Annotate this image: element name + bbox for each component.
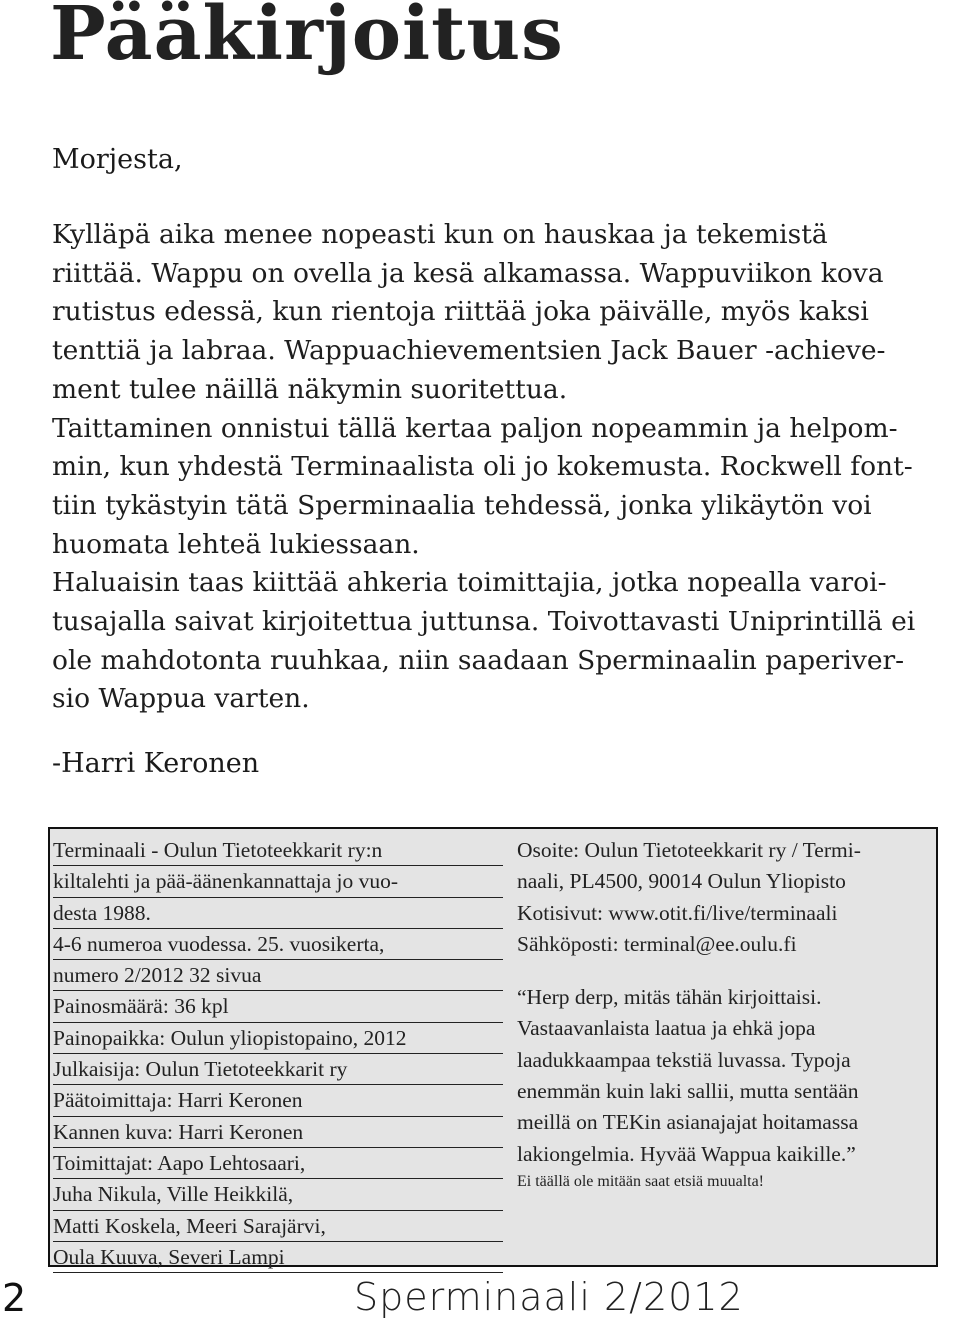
body-line: tenttiä ja labraa. Wappuachievementsien Jack Bauer -achieve- [52, 335, 886, 367]
colophon-line: kiltalehti ja pää-äänenkannattaja jo vuo- [53, 866, 503, 897]
quote-line: laadukkaampaa tekstiä luvassa. Typoja [517, 1047, 851, 1072]
colophon-line: 4-6 numeroa vuodessa. 25. vuosikerta, [53, 929, 503, 960]
footer-publication-title: Sperminaali 2/2012 [354, 1275, 744, 1319]
small-note: Ei täällä ole mitään saat etsiä muualta! [517, 1172, 765, 1190]
quote-line: lakiongelmia. Hyvää Wappua kaikille.” [517, 1141, 856, 1166]
greeting: Morjesta, [52, 144, 183, 175]
spacer [517, 960, 937, 982]
page-title: Pääkirjoitus [50, 0, 564, 77]
colophon-line: Toimittajat: Aapo Lehtosaari, [53, 1148, 503, 1179]
colophon-line: Kannen kuva: Harri Keronen [53, 1117, 503, 1148]
colophon-line: Päätoimittaja: Harri Keronen [53, 1085, 503, 1116]
colophon-line: Matti Koskela, Meeri Sarajärvi, [53, 1211, 503, 1242]
colophon-box [48, 827, 938, 1267]
colophon-right-column [517, 835, 937, 1194]
quote-line: Vastaavanlaista laatua ja ehkä jopa [517, 1016, 816, 1041]
page-number: 2 [2, 1276, 27, 1320]
colophon-line: Painopaikka: Oulun yliopistopaino, 2012 [53, 1023, 503, 1054]
body-line: Haluaisin taas kiittää ahkeria toimittajia, jotka nopealla varoi- [52, 567, 887, 599]
quote-line: meillä on TEKin asianajajat hoitamassa [517, 1110, 859, 1135]
colophon-line: numero 2/2012 32 sivua [53, 960, 503, 991]
signature: -Harri Keronen [52, 748, 260, 779]
colophon-line: Painosmäärä: 36 kpl [53, 991, 503, 1022]
body-line: rutistus edessä, kun rientoja riittää joka päivälle, myös kaksi [52, 296, 869, 328]
colophon-line: Oula Kuuva, Severi Lampi [53, 1242, 503, 1273]
body-line: huomata lehteä lukiessaan. [52, 528, 420, 560]
body-line: sio Wappua varten. [52, 683, 310, 715]
body-line: Kylläpä aika menee nopeasti kun on hauskaa ja tekemistä [52, 219, 828, 250]
body-line: riittää. Wappu on ovella ja kesä alkamassa. Wappuviikon kova [52, 257, 884, 289]
body-line: Taittaminen onnistui tällä kertaa paljon nopeammin ja helpom- [52, 412, 898, 444]
body-line: min, kun yhdestä Terminaalista oli jo kokemusta. Rockwell font- [52, 451, 913, 483]
contact-line: Kotisivut: www.otit.fi/live/terminaali [517, 900, 838, 925]
quote-line: enemmän kuin laki sallii, mutta sentään [517, 1079, 859, 1104]
colophon-line: Terminaali - Oulun Tietoteekkarit ry:n [53, 835, 503, 866]
body-line: ment tulee näillä näkymin suoritettua. [52, 373, 568, 405]
body-line: tiin tykästyin tätä Sperminaalia tehdessä, jonka ylikäytön voi [52, 489, 872, 521]
colophon-line: Juha Nikula, Ville Heikkilä, [53, 1179, 503, 1210]
contact-line: Osoite: Oulun Tietoteekkarit ry / Termi- [517, 838, 861, 862]
colophon-line: Julkaisija: Oulun Tietoteekkarit ry [53, 1054, 503, 1085]
body-line: tusajalla saivat kirjoitettua juttunsa. Toivottavasti Uniprintillä ei [52, 606, 916, 638]
quote-line: “Herp derp, mitäs tähän kirjoittaisi. [517, 985, 822, 1010]
colophon-left-column [53, 835, 503, 1273]
body-line: ole mahdotonta ruuhkaa, niin saadaan Sperminaalin paperiver- [52, 644, 905, 676]
contact-line: Sähköposti: terminal@ee.oulu.fi [517, 931, 797, 956]
colophon-line: desta 1988. [53, 898, 503, 929]
contact-line: naali, PL4500, 90014 Oulun Yliopisto [517, 869, 846, 894]
editorial-body [52, 216, 930, 719]
